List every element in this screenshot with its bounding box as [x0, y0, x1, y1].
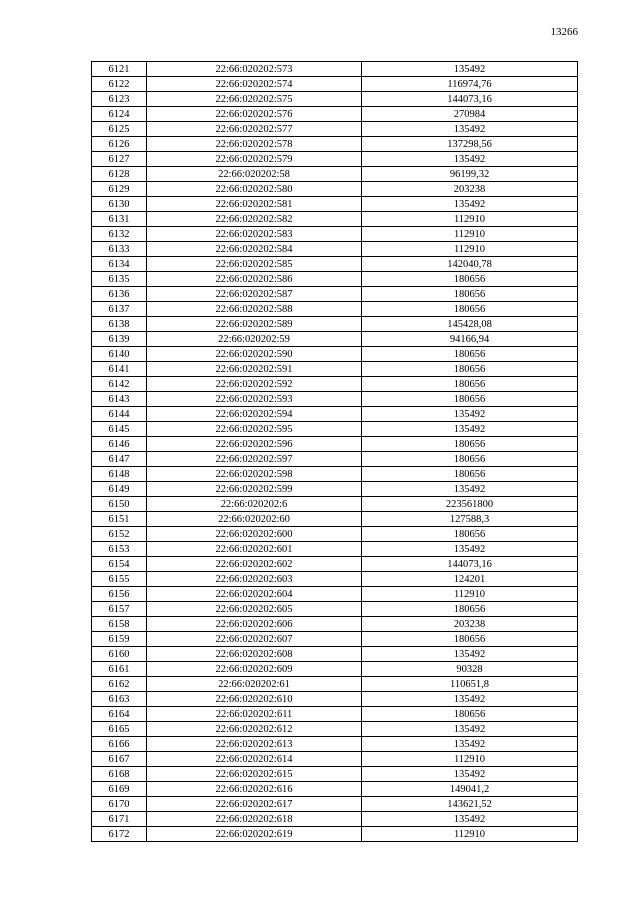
row-number-cell: 6168 — [92, 767, 147, 782]
row-number-cell: 6123 — [92, 92, 147, 107]
cadastral-value-cell: 203238 — [362, 182, 578, 197]
cadastral-number-cell: 22:66:020202:584 — [147, 242, 362, 257]
cadastral-value-cell: 223561800 — [362, 497, 578, 512]
row-number-cell: 6131 — [92, 212, 147, 227]
cadastral-number-cell: 22:66:020202:59 — [147, 332, 362, 347]
cadastral-number-cell: 22:66:020202:604 — [147, 587, 362, 602]
cadastral-value-cell: 112910 — [362, 752, 578, 767]
row-number-cell: 6172 — [92, 827, 147, 842]
cadastral-number-cell: 22:66:020202:578 — [147, 137, 362, 152]
table-row — [92, 182, 578, 197]
cadastral-value-cell: 124201 — [362, 572, 578, 587]
table-row — [92, 122, 578, 137]
cadastral-value-cell: 135492 — [362, 62, 578, 77]
row-number-cell: 6152 — [92, 527, 147, 542]
cadastral-number-cell: 22:66:020202:579 — [147, 152, 362, 167]
row-number-cell: 6147 — [92, 452, 147, 467]
table-row — [92, 557, 578, 572]
cadastral-value-cell: 180656 — [362, 272, 578, 287]
cadastral-value-cell: 144073,16 — [362, 92, 578, 107]
table-row — [92, 362, 578, 377]
cadastral-value-cell: 144073,16 — [362, 557, 578, 572]
table-body — [92, 62, 578, 842]
cadastral-number-cell: 22:66:020202:590 — [147, 347, 362, 362]
row-number-cell: 6162 — [92, 677, 147, 692]
table-row — [92, 572, 578, 587]
page-number: 13266 — [550, 26, 578, 38]
cadastral-number-cell: 22:66:020202:594 — [147, 407, 362, 422]
cadastral-value-cell: 135492 — [362, 692, 578, 707]
cadastral-number-cell: 22:66:020202:583 — [147, 227, 362, 242]
cadastral-number-cell: 22:66:020202:585 — [147, 257, 362, 272]
row-number-cell: 6169 — [92, 782, 147, 797]
row-number-cell: 6160 — [92, 647, 147, 662]
table-row — [92, 302, 578, 317]
row-number-cell: 6163 — [92, 692, 147, 707]
table-row — [92, 542, 578, 557]
table-row — [92, 77, 578, 92]
cadastral-value-cell: 94166,94 — [362, 332, 578, 347]
cadastral-value-cell: 180656 — [362, 632, 578, 647]
table-row — [92, 392, 578, 407]
cadastral-value-cell: 180656 — [362, 347, 578, 362]
row-number-cell: 6157 — [92, 602, 147, 617]
table-row — [92, 257, 578, 272]
table-row — [92, 407, 578, 422]
row-number-cell: 6171 — [92, 812, 147, 827]
row-number-cell: 6167 — [92, 752, 147, 767]
row-number-cell: 6158 — [92, 617, 147, 632]
cadastral-number-cell: 22:66:020202:608 — [147, 647, 362, 662]
cadastral-value-cell: 112910 — [362, 227, 578, 242]
cadastral-number-cell: 22:66:020202:575 — [147, 92, 362, 107]
cadastral-number-cell: 22:66:020202:600 — [147, 527, 362, 542]
cadastral-value-cell: 180656 — [362, 392, 578, 407]
cadastral-value-cell: 180656 — [362, 527, 578, 542]
row-number-cell: 6144 — [92, 407, 147, 422]
row-number-cell: 6136 — [92, 287, 147, 302]
row-number-cell: 6138 — [92, 317, 147, 332]
cadastral-value-cell: 142040,78 — [362, 257, 578, 272]
table-row — [92, 602, 578, 617]
cadastral-value-cell: 135492 — [362, 767, 578, 782]
cadastral-number-cell: 22:66:020202:577 — [147, 122, 362, 137]
table-row — [92, 287, 578, 302]
table-row — [92, 647, 578, 662]
cadastral-value-cell: 135492 — [362, 152, 578, 167]
cadastral-value-cell: 180656 — [362, 302, 578, 317]
table-row — [92, 137, 578, 152]
cadastral-number-cell: 22:66:020202:609 — [147, 662, 362, 677]
table-row — [92, 497, 578, 512]
row-number-cell: 6140 — [92, 347, 147, 362]
table-row — [92, 242, 578, 257]
cadastral-value-cell: 135492 — [362, 407, 578, 422]
row-number-cell: 6146 — [92, 437, 147, 452]
table-row — [92, 347, 578, 362]
cadastral-value-cell: 90328 — [362, 662, 578, 677]
row-number-cell: 6134 — [92, 257, 147, 272]
row-number-cell: 6166 — [92, 737, 147, 752]
cadastral-value-cell: 112910 — [362, 587, 578, 602]
row-number-cell: 6164 — [92, 707, 147, 722]
table-row — [92, 632, 578, 647]
cadastral-value-cell: 135492 — [362, 422, 578, 437]
row-number-cell: 6129 — [92, 182, 147, 197]
row-number-cell: 6143 — [92, 392, 147, 407]
table-row — [92, 677, 578, 692]
table-row — [92, 167, 578, 182]
row-number-cell: 6153 — [92, 542, 147, 557]
cadastral-value-cell: 127588,3 — [362, 512, 578, 527]
row-number-cell: 6121 — [92, 62, 147, 77]
row-number-cell: 6125 — [92, 122, 147, 137]
cadastral-number-cell: 22:66:020202:616 — [147, 782, 362, 797]
cadastral-number-cell: 22:66:020202:576 — [147, 107, 362, 122]
cadastral-number-cell: 22:66:020202:60 — [147, 512, 362, 527]
row-number-cell: 6124 — [92, 107, 147, 122]
cadastral-value-cell: 270984 — [362, 107, 578, 122]
cadastral-value-cell: 180656 — [362, 377, 578, 392]
cadastral-value-cell: 135492 — [362, 197, 578, 212]
cadastral-value-cell: 135492 — [362, 737, 578, 752]
cadastral-value-cell: 110651,8 — [362, 677, 578, 692]
table-row — [92, 197, 578, 212]
table-row — [92, 812, 578, 827]
cadastral-number-cell: 22:66:020202:588 — [147, 302, 362, 317]
table-row — [92, 317, 578, 332]
cadastral-number-cell: 22:66:020202:589 — [147, 317, 362, 332]
row-number-cell: 6159 — [92, 632, 147, 647]
cadastral-number-cell: 22:66:020202:574 — [147, 77, 362, 92]
cadastral-value-cell: 112910 — [362, 212, 578, 227]
table-row — [92, 827, 578, 842]
cadastral-value-cell: 180656 — [362, 467, 578, 482]
table-row — [92, 377, 578, 392]
cadastral-value-cell: 180656 — [362, 287, 578, 302]
cadastral-number-cell: 22:66:020202:605 — [147, 602, 362, 617]
cadastral-value-cell: 135492 — [362, 122, 578, 137]
cadastral-value-cell: 180656 — [362, 707, 578, 722]
table-row — [92, 107, 578, 122]
cadastral-value-cell: 143621,52 — [362, 797, 578, 812]
cadastral-number-cell: 22:66:020202:587 — [147, 287, 362, 302]
table-row — [92, 422, 578, 437]
row-number-cell: 6161 — [92, 662, 147, 677]
cadastral-number-cell: 22:66:020202:613 — [147, 737, 362, 752]
table-row — [92, 437, 578, 452]
cadastral-value-cell: 112910 — [362, 242, 578, 257]
cadastral-number-cell: 22:66:020202:617 — [147, 797, 362, 812]
row-number-cell: 6142 — [92, 377, 147, 392]
row-number-cell: 6150 — [92, 497, 147, 512]
cadastral-number-cell: 22:66:020202:606 — [147, 617, 362, 632]
row-number-cell: 6155 — [92, 572, 147, 587]
cadastral-number-cell: 22:66:020202:581 — [147, 197, 362, 212]
cadastral-number-cell: 22:66:020202:610 — [147, 692, 362, 707]
table-row — [92, 227, 578, 242]
row-number-cell: 6170 — [92, 797, 147, 812]
cadastral-number-cell: 22:66:020202:601 — [147, 542, 362, 557]
cadastral-number-cell: 22:66:020202:611 — [147, 707, 362, 722]
table-row — [92, 707, 578, 722]
cadastral-number-cell: 22:66:020202:591 — [147, 362, 362, 377]
cadastral-number-cell: 22:66:020202:598 — [147, 467, 362, 482]
cadastral-number-cell: 22:66:020202:614 — [147, 752, 362, 767]
cadastral-value-cell: 135492 — [362, 542, 578, 557]
cadastral-value-cell: 145428,08 — [362, 317, 578, 332]
table-row — [92, 527, 578, 542]
row-number-cell: 6135 — [92, 272, 147, 287]
cadastral-number-cell: 22:66:020202:612 — [147, 722, 362, 737]
cadastral-value-cell: 135492 — [362, 812, 578, 827]
row-number-cell: 6156 — [92, 587, 147, 602]
row-number-cell: 6149 — [92, 482, 147, 497]
cadastral-number-cell: 22:66:020202:592 — [147, 377, 362, 392]
row-number-cell: 6132 — [92, 227, 147, 242]
cadastral-value-cell: 135492 — [362, 482, 578, 497]
cadastral-value-cell: 96199,32 — [362, 167, 578, 182]
row-number-cell: 6130 — [92, 197, 147, 212]
cadastral-number-cell: 22:66:020202:582 — [147, 212, 362, 227]
table-row — [92, 452, 578, 467]
table-row — [92, 62, 578, 77]
cadastral-number-cell: 22:66:020202:61 — [147, 677, 362, 692]
cadastral-number-cell: 22:66:020202:603 — [147, 572, 362, 587]
table-row — [92, 512, 578, 527]
table-row — [92, 782, 578, 797]
cadastral-number-cell: 22:66:020202:573 — [147, 62, 362, 77]
cadastral-number-cell: 22:66:020202:580 — [147, 182, 362, 197]
cadastral-value-cell: 137298,56 — [362, 137, 578, 152]
table-row — [92, 272, 578, 287]
cadastral-value-cell: 203238 — [362, 617, 578, 632]
cadastral-value-cell: 180656 — [362, 452, 578, 467]
row-number-cell: 6151 — [92, 512, 147, 527]
table-row — [92, 482, 578, 497]
cadastral-value-cell: 112910 — [362, 827, 578, 842]
table-row — [92, 212, 578, 227]
row-number-cell: 6122 — [92, 77, 147, 92]
cadastral-number-cell: 22:66:020202:618 — [147, 812, 362, 827]
cadastral-number-cell: 22:66:020202:595 — [147, 422, 362, 437]
table-row — [92, 332, 578, 347]
row-number-cell: 6145 — [92, 422, 147, 437]
table-row — [92, 617, 578, 632]
row-number-cell: 6148 — [92, 467, 147, 482]
table-row — [92, 737, 578, 752]
cadastral-value-cell: 180656 — [362, 362, 578, 377]
row-number-cell: 6141 — [92, 362, 147, 377]
row-number-cell: 6126 — [92, 137, 147, 152]
row-number-cell: 6165 — [92, 722, 147, 737]
cadastral-number-cell: 22:66:020202:619 — [147, 827, 362, 842]
row-number-cell: 6128 — [92, 167, 147, 182]
cadastral-number-cell: 22:66:020202:6 — [147, 497, 362, 512]
cadastral-value-cell: 116974,76 — [362, 77, 578, 92]
cadastral-value-cell: 149041,2 — [362, 782, 578, 797]
cadastral-number-cell: 22:66:020202:602 — [147, 557, 362, 572]
table-row — [92, 467, 578, 482]
cadastral-number-cell: 22:66:020202:593 — [147, 392, 362, 407]
table-row — [92, 767, 578, 782]
table-row — [92, 587, 578, 602]
cadastral-number-cell: 22:66:020202:615 — [147, 767, 362, 782]
row-number-cell: 6127 — [92, 152, 147, 167]
cadastral-value-cell: 135492 — [362, 647, 578, 662]
cadastral-number-cell: 22:66:020202:607 — [147, 632, 362, 647]
table-row — [92, 797, 578, 812]
cadastral-value-table — [91, 61, 578, 842]
table-row — [92, 662, 578, 677]
table-row — [92, 692, 578, 707]
cadastral-number-cell: 22:66:020202:597 — [147, 452, 362, 467]
table-row — [92, 722, 578, 737]
cadastral-number-cell: 22:66:020202:586 — [147, 272, 362, 287]
row-number-cell: 6154 — [92, 557, 147, 572]
cadastral-number-cell: 22:66:020202:58 — [147, 167, 362, 182]
cadastral-value-cell: 135492 — [362, 722, 578, 737]
cadastral-number-cell: 22:66:020202:596 — [147, 437, 362, 452]
row-number-cell: 6137 — [92, 302, 147, 317]
cadastral-number-cell: 22:66:020202:599 — [147, 482, 362, 497]
row-number-cell: 6139 — [92, 332, 147, 347]
table-row — [92, 152, 578, 167]
table-row — [92, 752, 578, 767]
row-number-cell: 6133 — [92, 242, 147, 257]
cadastral-value-cell: 180656 — [362, 602, 578, 617]
cadastral-value-cell: 180656 — [362, 437, 578, 452]
table-row — [92, 92, 578, 107]
